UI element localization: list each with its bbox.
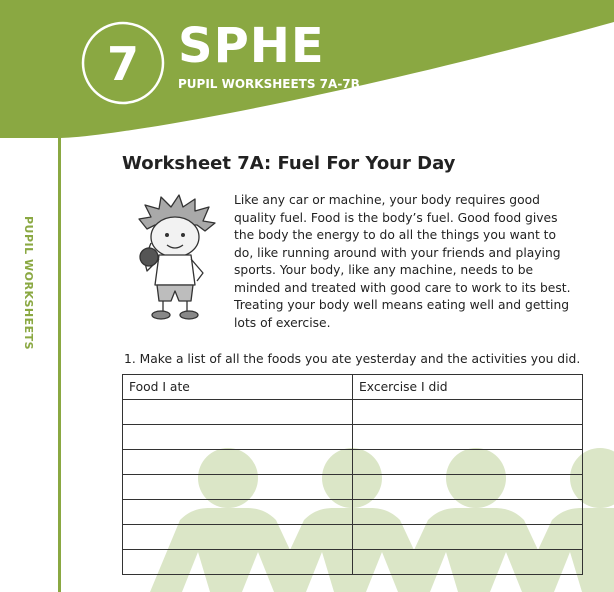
intro-paragraph: Like any car or machine, your body requires good quality fuel. Food is the body’s fuel. Good food gives the body the energy to do all the things you want to do, like running around with your friends and playing sports. Your body, like any machine, needs to be minded and treated with good care to work to its best. Treating your body well means eating well and getting lots of exercise. — [234, 193, 571, 330]
food-cell[interactable] — [123, 400, 353, 425]
chapter-number: 7 — [106, 37, 139, 91]
table-row — [123, 450, 583, 475]
food-cell[interactable] — [123, 425, 353, 450]
food-cell[interactable] — [123, 525, 353, 550]
exercise-cell[interactable] — [353, 450, 583, 475]
exercise-cell[interactable] — [353, 400, 583, 425]
table-row — [123, 475, 583, 500]
exercise-cell[interactable] — [353, 475, 583, 500]
table-row — [123, 400, 583, 425]
table-row — [123, 550, 583, 575]
exercise-cell[interactable] — [353, 425, 583, 450]
header-exercise: Excercise I did — [353, 375, 583, 400]
food-cell[interactable] — [123, 450, 353, 475]
subject-title: SPHE — [178, 18, 325, 74]
food-cell[interactable] — [123, 500, 353, 525]
question-1: 1. Make a list of all the foods you ate yesterday and the activities you did. — [124, 352, 581, 366]
worksheet-title: Worksheet 7A: Fuel For Your Day — [122, 153, 456, 174]
food-exercise-table — [122, 374, 583, 575]
table-row — [123, 425, 583, 450]
table-row — [123, 525, 583, 550]
table-row — [123, 500, 583, 525]
exercise-cell[interactable] — [353, 525, 583, 550]
exercise-cell[interactable] — [353, 500, 583, 525]
food-cell[interactable] — [123, 550, 353, 575]
header-food: Food I ate — [123, 375, 353, 400]
subject-subtitle: PUPIL WORKSHEETS 7A-7B — [178, 77, 360, 91]
side-label: PUPIL WORKSHEETS — [22, 216, 35, 351]
boy-with-apple-illustration-icon — [125, 193, 223, 323]
exercise-cell[interactable] — [353, 550, 583, 575]
margin-line — [58, 134, 61, 592]
table-header-row — [123, 375, 583, 400]
food-cell[interactable] — [123, 475, 353, 500]
